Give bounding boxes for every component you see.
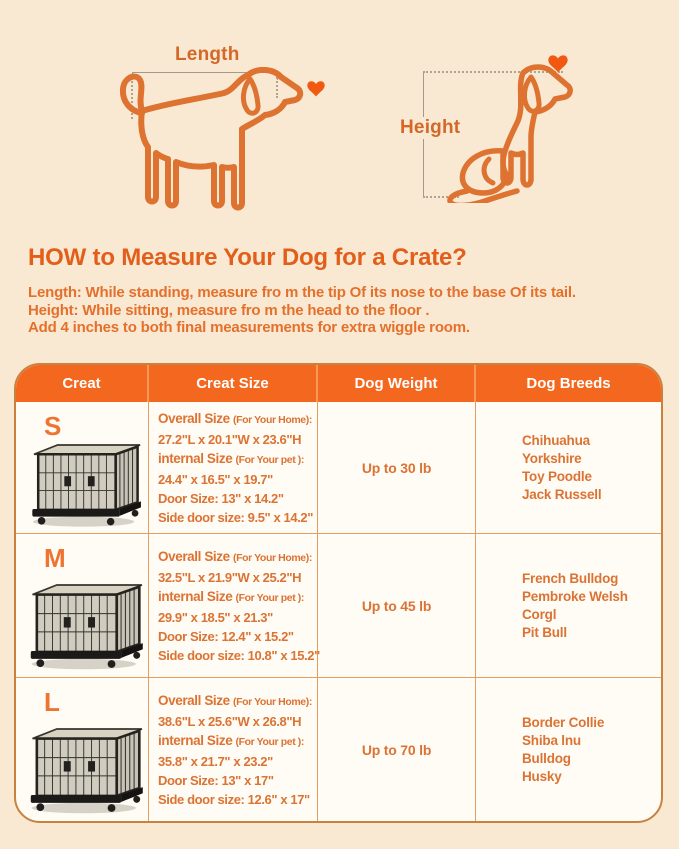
crate-size-table [14,363,663,823]
crate-image-l [16,707,148,817]
crate-cell-l [16,678,149,821]
column-header-creat-size: Creat Size [149,365,318,402]
side-door-size-value: Side door size: 10.8" x 15.2" [158,647,320,663]
column-header-dog-breeds: Dog Breeds [476,365,661,402]
length-diagram [100,32,340,227]
overall-size-label: Overall Size [158,410,230,426]
weight-cell-l: Up to 70 lb [318,678,476,821]
breed-item: Pembroke Welsh [522,588,628,604]
crate-cell-m [16,534,149,678]
door-size-value: Door Size: 12.4" x 15.2" [158,628,294,644]
column-header-creat: Creat [16,365,149,402]
overall-size-label: Overall Size [158,692,230,708]
breed-item: Border Collie [522,714,605,730]
overall-size-label: Overall Size [158,548,230,564]
internal-size-value: 29.9" x 18.5" x 21.3" [158,609,273,625]
internal-size-value: 24.4" x 16.5" x 19.7" [158,471,273,487]
overall-size-note: (For Your Home): [232,551,312,564]
size-letter-s: S [44,411,62,441]
internal-size-label: internal Size [158,450,233,466]
breed-item: Husky [522,768,562,784]
internal-size-value: 35.8" x 21.7" x 23.2" [158,753,273,769]
breed-item: Toy Poodle [522,468,592,484]
breeds-cell-m [476,534,661,678]
page-title: HOW to Measure Your Dog for a Crate? [28,244,467,271]
breed-item: Shiba lnu [522,732,581,748]
height-diagram [395,50,595,215]
instruction-line-wiggle: Add 4 inches to both final measurements for extra wiggle room. [28,319,470,336]
specs-cell-s [149,402,318,534]
breed-item: Jack Russell [522,486,602,502]
specs-cell-m [149,534,318,678]
column-header-dog-weight: Dog Weight [318,365,476,402]
internal-size-label: internal Size [158,732,233,748]
internal-size-note: (For Your pet ): [235,591,305,604]
weight-cell-m: Up to 45 lb [318,534,476,678]
size-letter-l: L [44,687,60,717]
breed-item: Pit Bull [522,624,567,640]
crate-cell-s [16,402,149,534]
instruction-line-height: Height: While sitting, measure fro m the head to the floor . [28,301,430,319]
standing-dog-illustration [100,67,335,219]
breed-item: French Bulldog [522,570,619,586]
height-label: Height [397,117,463,139]
breeds-cell-l [476,678,661,821]
overall-size-note: (For Your Home): [232,413,312,426]
overall-size-value: 27.2"L x 20.1"W x 23.6"H [158,431,302,447]
internal-size-label: internal Size [158,588,233,604]
breed-item: Chihuahua [522,432,590,448]
breed-item: Corgl [522,606,557,622]
breeds-cell-s [476,402,661,534]
crate-image-s [18,425,146,529]
internal-size-note: (For Your pet ): [235,453,305,466]
door-size-value: Door Size: 13" x 17" [158,772,274,788]
side-door-size-value: Side door size: 12.6" x 17" [158,791,310,807]
heart-icon [547,54,569,74]
door-size-value: Door Size: 13" x 14.2" [158,490,284,506]
measuring-instructions [28,284,663,337]
size-letter-m: M [44,543,66,573]
overall-size-value: 38.6"L x 25.6"W x 26.8"H [158,713,302,729]
specs-cell-l [149,678,318,821]
overall-size-note: (For Your Home): [232,695,312,708]
length-label: Length [172,44,243,66]
overall-size-value: 32.5"L x 21.9"W x 25.2"H [158,569,302,585]
heart-icon [306,80,326,98]
weight-cell-s: Up to 30 lb [318,402,476,534]
internal-size-note: (For Your pet ): [235,735,305,748]
crate-image-m [16,563,148,673]
breed-item: Bulldog [522,750,571,766]
side-door-size-value: Side door size: 9.5" x 14.2" [158,509,314,525]
instruction-line-length: Length: While standing, measure fro m the tip Of its nose to the base Of its tail. [28,284,576,301]
breed-item: Yorkshire [522,450,582,466]
